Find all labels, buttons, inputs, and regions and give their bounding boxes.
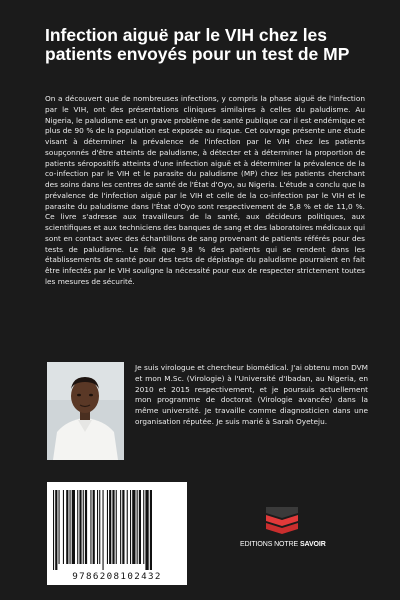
barcode-bar — [112, 490, 114, 564]
barcode-bar — [137, 490, 138, 564]
publisher-logo-icon — [261, 503, 303, 537]
barcode-bar — [83, 490, 84, 564]
barcode-bar — [59, 490, 60, 564]
barcode-bar — [143, 490, 144, 564]
barcode-bar — [72, 490, 75, 564]
author-photo — [47, 362, 124, 460]
barcode-bar — [90, 490, 91, 564]
barcode-bar — [63, 490, 64, 564]
isbn-number: 9786208102432 — [72, 571, 162, 582]
barcode-bar — [132, 490, 135, 564]
book-title: Infection aiguë par le VIH chez les patients envoyés pour un test de MP — [45, 25, 350, 64]
barcode-bar — [116, 490, 117, 564]
barcode-bar — [127, 490, 128, 564]
barcode-bar — [85, 490, 87, 564]
barcode-bar — [120, 490, 121, 564]
publisher-name-prefix: EDITIONS NOTRE — [240, 541, 300, 548]
barcode-bar — [103, 490, 104, 570]
publisher-name-bold: SAVOIR — [299, 541, 326, 548]
barcode-bar — [55, 490, 57, 570]
barcode-bar — [122, 490, 124, 564]
barcode-bar — [130, 490, 131, 564]
barcode-bar — [77, 490, 78, 564]
barcode-bar — [99, 490, 100, 564]
author-bio: Je suis virologue et chercheur biomédical. J'ai obtenu mon DVM et mon M.Sc. (Virologie) à l'Université d'Ibadan, au Nigeria, en 2010 et 2015 respectivement, et je poursuis actuellement mon programme de doctorat (Virologie avancée) dans la même université. Je travaille comme diagnosticien dans une organisation réputée. Je suis marié à Sarah Oyeteju. — [135, 363, 368, 426]
barcode-bar — [70, 490, 71, 564]
barcode-bar — [150, 490, 152, 570]
back-cover-abstract: On a découvert que de nombreuses infections, y compris la phase aiguë de l'infection par le VIH, ont des présentations cliniques similaires à celles du paludisme. Au Nigeria, le paludisme est un grave problème de santé publique car il est endémique et plus de 90 % de la population est exposée au risque. Cet ouvrage présente une étude visant à déterminer la prévalence de l'infection par le VIH chez les patients soupçonnés d'être atteints de paludisme, à détecter et à déterminer la proportion de patients séropositifs atteints d'une infection aiguë et à déterminer la prévalence de la co-infection par le VIH et le parasite du paludisme (MP) chez les patients cherchant des soins dans les centres de santé de l'État d'Oyo, au Nigeria. L'étude a conclu que la prévalence de l'infection aiguë par le VIH et celle de la co-infection par le VIH et le parasite du paludisme dans l'État d'Oyo sont respectivement de 5,8 % et de 11,0 %. Ce livre s'adresse aux travailleurs de la santé, aux décideurs politiques, aux scientifiques et aux techniciens des banques de sang et des laboratoires médicaux qui sont en contact avec des échantillons de sang provenant de patients référés pour des tests de paludisme. Le fait que 9,8 % des patients qui se rendent dans les établissements de santé pour des tests de dépistage du paludisme pourraient en fait être infectés par le VIH souligne la nécessité pour eux de respecter strictement toutes les mesures de sécurité. — [45, 94, 365, 286]
barcode-bar — [79, 490, 81, 564]
publisher-name — [240, 541, 340, 548]
barcode-bar — [139, 490, 141, 564]
barcode-bar — [109, 490, 111, 564]
barcode-bar — [66, 490, 68, 564]
isbn-barcode — [47, 482, 187, 585]
barcode-bar — [145, 490, 148, 570]
barcode-bar — [107, 490, 108, 564]
barcode-bar — [93, 490, 95, 564]
barcode-bar — [97, 490, 98, 564]
barcode-bar — [53, 490, 54, 570]
barcode-bars — [47, 482, 187, 570]
author-portrait-icon — [47, 362, 124, 460]
